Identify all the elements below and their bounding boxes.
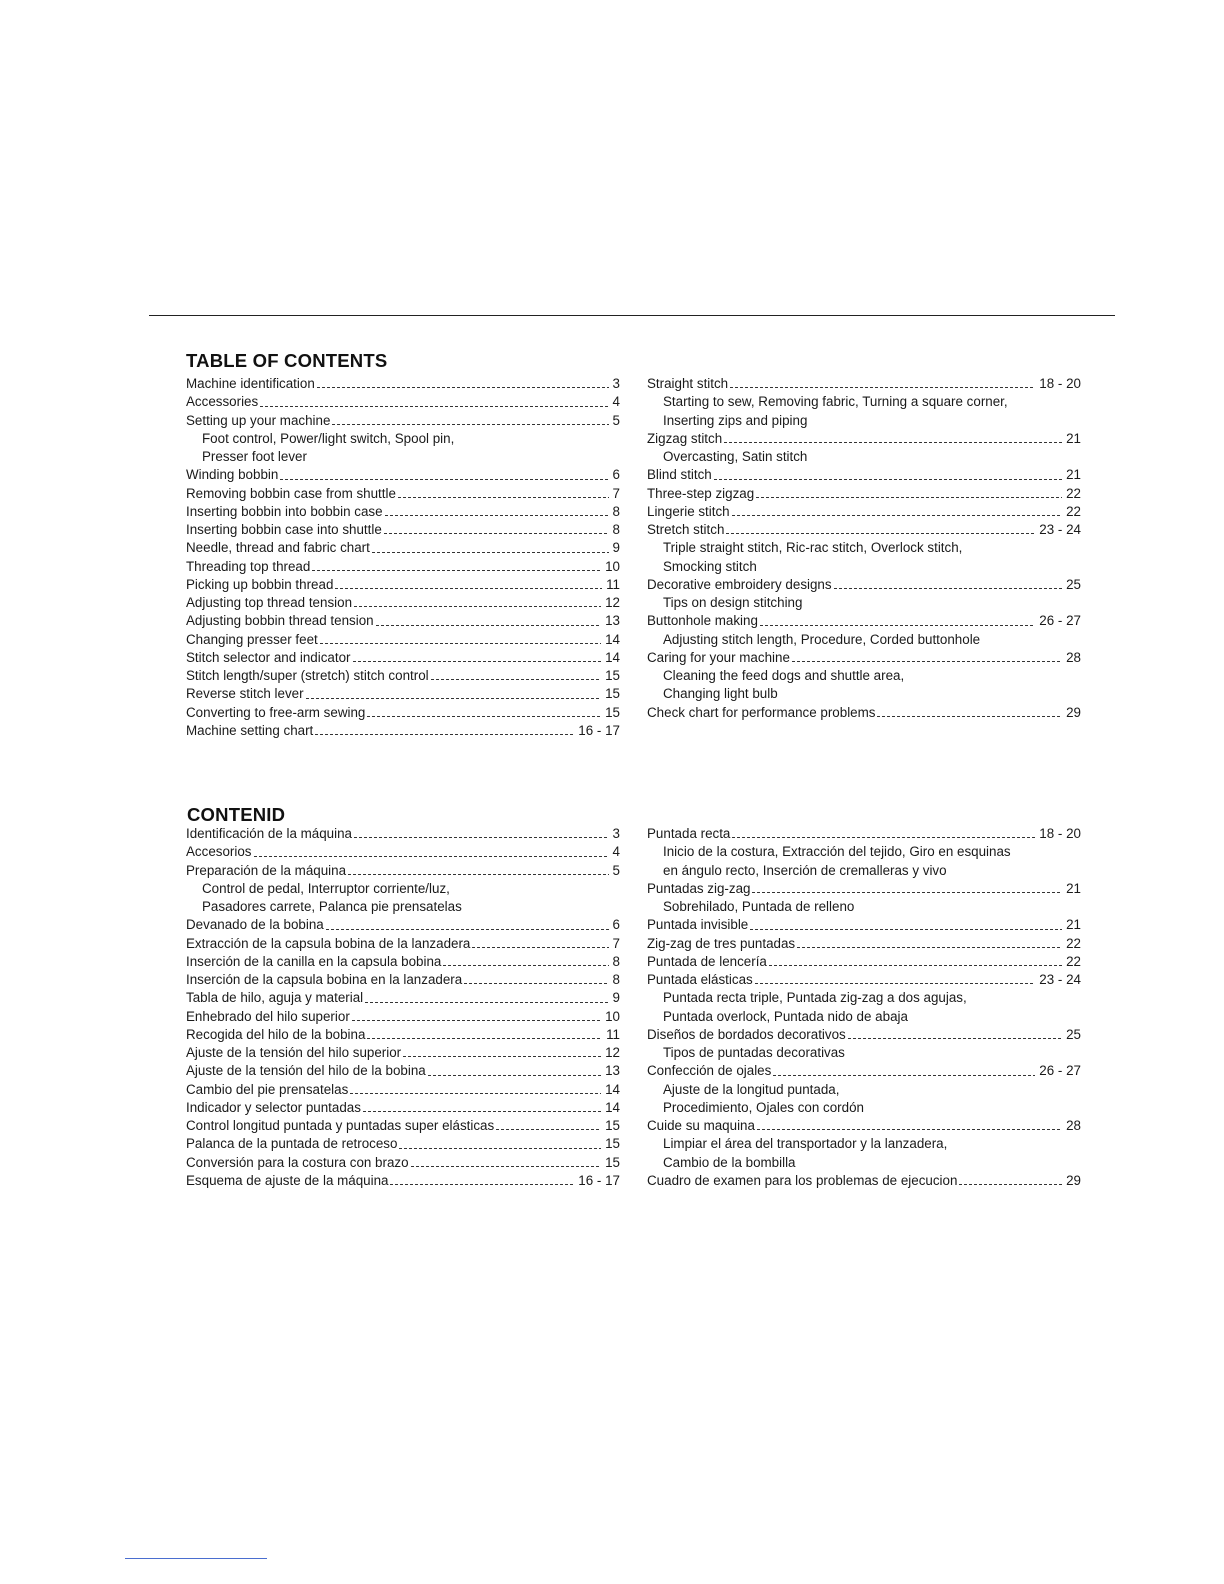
toc-entry (186, 1062, 620, 1080)
toc-dot-leader (756, 497, 1062, 498)
toc-page-number: 25 (1066, 1026, 1081, 1042)
toc-page-number: 10 (605, 558, 620, 574)
toc-page-number: 13 (605, 1063, 620, 1079)
toc-page-number: 22 (1066, 485, 1081, 501)
toc-dot-leader (384, 533, 609, 534)
toc-entry (647, 521, 1081, 539)
toc-entry-title: Adjusting top thread tension (186, 595, 353, 610)
toc-entry-title: Removing bobbin case from shuttle (186, 485, 396, 501)
toc-entry-title: Picking up bobbin thread (186, 576, 334, 592)
toc-page-number: 14 (605, 1081, 620, 1097)
toc-page-number: 6 (612, 917, 620, 933)
toc-page-number: 15 (605, 668, 620, 683)
toc-dot-leader (472, 947, 608, 948)
toc-page-number: 23 - 24 (1039, 972, 1081, 987)
toc-dot-leader (398, 497, 609, 498)
top-horizontal-rule (149, 315, 1115, 316)
toc-entry-title: Puntadas zig-zag (647, 880, 751, 896)
toc-dot-leader (496, 1129, 601, 1130)
toc-dot-leader (363, 1111, 601, 1112)
toc-dot-leader (726, 533, 1035, 534)
toc-entry (186, 1135, 620, 1153)
toc-entry-title: Esquema de ajuste de la máquina (186, 1172, 389, 1188)
toc-dot-leader (312, 570, 601, 571)
bottom-link-underline (125, 1558, 267, 1559)
toc-entry (647, 880, 1081, 898)
toc-dot-leader (760, 625, 1035, 626)
toc-entry-title: Reverse stitch lever (186, 686, 304, 702)
toc-dot-leader (399, 1148, 601, 1149)
toc-entry (186, 935, 620, 953)
toc-page-number: 13 (605, 613, 620, 629)
toc-entry-title: Enhebrado del hilo superior (186, 1008, 350, 1024)
toc-entry (186, 539, 620, 557)
toc-entry-title: Ajuste de la tensión del hilo de la bobina (186, 1063, 426, 1079)
toc-entry-title: Zigzag stitch (647, 430, 723, 446)
toc-entry (186, 1154, 620, 1172)
toc-entry (186, 862, 620, 880)
toc-entry (647, 935, 1081, 953)
toc-entry (647, 825, 1081, 843)
toc-page-number: 4 (612, 844, 620, 860)
toc-page-number: 21 (1066, 880, 1081, 896)
toc-dot-leader (326, 929, 609, 930)
toc-entry-title: Inserting bobbin case into shuttle (186, 522, 382, 537)
toc-page-number: 4 (612, 394, 620, 410)
toc-dot-leader (385, 515, 609, 516)
toc-entry-title: Machine identification (186, 376, 315, 391)
toc-entry-title: Inserting bobbin into bobbin case (186, 503, 383, 519)
toc-dot-leader (769, 965, 1062, 966)
toc-page-number: 28 (1066, 649, 1081, 665)
toc-entry-title: Lingerie stitch (647, 503, 730, 519)
toc-entry (647, 704, 1081, 722)
toc-entry-title: Inserción de la capsula bobina en la lanzadera (186, 972, 463, 987)
toc-dot-leader (757, 1129, 1062, 1130)
toc-entry-title: Machine setting chart (186, 722, 314, 738)
toc-entry (647, 649, 1081, 667)
toc-entry-title: Extracción de la capsula bobina de la lanzadera (186, 935, 471, 951)
toc-entry-title: Preparación de la máquina (186, 862, 347, 878)
toc-entry (647, 971, 1081, 989)
toc-dot-leader (443, 965, 608, 966)
toc-page-number: 7 (612, 485, 620, 501)
toc-entry-title: Stitch length/super (stretch) stitch control (186, 668, 429, 683)
toc-dot-leader (306, 698, 602, 699)
toc-subtopics: Inicio de la costura, Extracción del tejido, Giro en esquinas (663, 844, 1011, 860)
toc-page-number: 8 (612, 503, 620, 519)
toc-page-number: 22 (1066, 935, 1081, 951)
toc-entry (186, 825, 620, 843)
toc-entry-title: Zig-zag de tres puntadas (647, 935, 796, 951)
toc-entry-title: Winding bobbin (186, 467, 279, 483)
toc-page-number: 29 (1066, 704, 1081, 720)
toc-dot-leader (431, 679, 601, 680)
toc-entry (186, 503, 620, 521)
toc-page-number: 15 (605, 704, 620, 720)
toc-dot-leader (797, 947, 1062, 948)
toc-dot-leader (464, 983, 608, 984)
toc-dot-leader (877, 716, 1062, 717)
toc-entry-title: Inserción de la canilla en la capsula bobina (186, 953, 442, 969)
toc-dot-leader (367, 716, 601, 717)
toc-dot-leader (260, 406, 608, 407)
toc-entry-title: Control longitud puntada y puntadas super elásticas (186, 1118, 495, 1133)
toc-page-number: 8 (612, 953, 620, 969)
toc-page-number: 26 - 27 (1039, 613, 1081, 629)
toc-dot-leader (730, 387, 1035, 388)
toc-page-number: 12 (605, 1045, 620, 1060)
toc-entry (647, 466, 1081, 484)
toc-subtopics: Triple straight stitch, Ric-rac stitch, Overlock stitch, (663, 540, 963, 556)
toc-dot-leader (335, 588, 602, 589)
toc-page-number: 14 (605, 631, 620, 647)
toc-english-left-column (186, 375, 620, 740)
toc-entry-title: Threading top thread (186, 558, 311, 574)
toc-page-number: 14 (605, 649, 620, 665)
toc-page-number: 5 (612, 412, 620, 428)
toc-entry-title: Accesorios (186, 844, 252, 860)
toc-subtopics: Sobrehilado, Puntada de relleno (663, 899, 855, 914)
toc-entry (647, 1172, 1081, 1190)
toc-dot-leader (254, 856, 609, 857)
toc-entry (647, 1026, 1081, 1044)
toc-subtopics: Overcasting, Satin stitch (663, 449, 808, 464)
toc-entry (186, 971, 620, 989)
toc-dot-leader (352, 1020, 601, 1021)
toc-page-number: 9 (612, 540, 620, 556)
toc-dot-leader (848, 1038, 1062, 1039)
toc-subtopics: Inserting zips and piping (663, 412, 808, 428)
toc-entry-title: Adjusting bobbin thread tension (186, 613, 374, 629)
toc-entry-title: Palanca de la puntada de retroceso (186, 1136, 398, 1152)
toc-page-number: 8 (612, 972, 620, 987)
toc-entry (186, 375, 620, 393)
toc-entry (186, 722, 620, 740)
toc-subtopics: en ángulo recto, Inserción de cremalleras y vivo (663, 862, 947, 878)
toc-page-number: 10 (605, 1008, 620, 1024)
toc-entry-title: Check chart for performance problems (647, 704, 876, 720)
toc-page-number: 7 (612, 935, 620, 951)
toc-subtopics: Control de pedal, Interruptor corriente/luz, (202, 880, 450, 896)
toc-subtopics: Tipos de puntadas decorativas (663, 1045, 845, 1060)
toc-dot-leader (773, 1075, 1035, 1076)
toc-entry (186, 393, 620, 411)
toc-dot-leader (834, 588, 1063, 589)
toc-dot-leader (354, 606, 601, 607)
toc-entry-title: Confección de ojales (647, 1063, 772, 1079)
toc-entry (186, 704, 620, 722)
toc-page-number: 3 (612, 826, 620, 841)
toc-subtopics: Ajuste de la longitud puntada, (663, 1081, 840, 1097)
toc-subtopics: Adjusting stitch length, Procedure, Corded buttonhole (663, 631, 981, 647)
toc-entry-title: Cuide su maquina (647, 1118, 755, 1133)
toc-page-number: 11 (606, 1026, 620, 1042)
toc-page-number: 8 (612, 522, 620, 537)
toc-dot-leader (750, 929, 1062, 930)
toc-entry-title: Diseños de bordados decorativos (647, 1026, 846, 1042)
toc-english-right-column (647, 375, 1081, 722)
toc-dot-leader (959, 1184, 1062, 1185)
toc-entry (186, 521, 620, 539)
toc-page-number: 16 - 17 (578, 1172, 620, 1188)
toc-page-number: 22 (1066, 953, 1081, 969)
toc-page-number: 21 (1066, 917, 1081, 933)
toc-subtopics: Tips on design stitching (663, 595, 803, 610)
toc-page-number: 15 (605, 686, 620, 702)
toc-spanish-right-column (647, 825, 1081, 1190)
toc-dot-leader (732, 837, 1035, 838)
toc-entry (647, 576, 1081, 594)
toc-page-number: 15 (605, 1136, 620, 1152)
toc-entry (186, 412, 620, 430)
toc-subtopics: Procedimiento, Ojales con cordón (663, 1099, 864, 1115)
toc-entry-title: Decorative embroidery designs (647, 576, 832, 592)
toc-entry-title: Ajuste de la tensión del hilo superior (186, 1045, 402, 1060)
toc-page-number: 15 (605, 1118, 620, 1133)
toc-page-number: 9 (612, 990, 620, 1006)
toc-page-number: 16 - 17 (578, 722, 620, 738)
toc-entry-title: Puntada de lencería (647, 953, 767, 969)
toc-entry (186, 466, 620, 484)
toc-page-number: 21 (1066, 430, 1081, 446)
toc-dot-leader (792, 661, 1062, 662)
toc-subtopics: Presser foot lever (202, 449, 307, 464)
toc-entry-title: Needle, thread and fabric chart (186, 540, 370, 556)
toc-dot-leader (353, 661, 602, 662)
toc-entry (186, 576, 620, 594)
toc-subtopics: Cambio de la bombilla (663, 1154, 796, 1170)
toc-page-number: 18 - 20 (1039, 826, 1081, 841)
toc-page-number: 22 (1066, 503, 1081, 519)
toc-entry (186, 989, 620, 1007)
toc-entry (186, 485, 620, 503)
toc-entry-title: Conversión para la costura con brazo (186, 1154, 409, 1170)
toc-entry-title: Tabla de hilo, aguja y material (186, 990, 364, 1006)
toc-entry-title: Recogida del hilo de la bobina (186, 1026, 366, 1042)
toc-entry-title: Cambio del pie prensatelas (186, 1081, 349, 1097)
toc-dot-leader (332, 424, 608, 425)
toc-dot-leader (714, 479, 1062, 480)
toc-entry-title: Stitch selector and indicator (186, 649, 351, 665)
toc-entry (647, 612, 1081, 630)
toc-entry (647, 953, 1081, 971)
toc-subtopics: Smocking stitch (663, 558, 757, 574)
toc-dot-leader (280, 479, 608, 480)
toc-entry (186, 1099, 620, 1117)
toc-page-number: 25 (1066, 576, 1081, 592)
toc-page-number: 3 (612, 376, 620, 391)
toc-subtopics: Limpiar el área del transportador y la lanzadera, (663, 1136, 948, 1152)
toc-dot-leader (320, 643, 601, 644)
toc-entry-title: Caring for your machine (647, 649, 790, 665)
toc-subtopics: Foot control, Power/light switch, Spool pin, (202, 430, 455, 446)
toc-spanish-left-column (186, 825, 620, 1190)
toc-entry (186, 649, 620, 667)
toc-entry-title: Puntada invisible (647, 917, 749, 933)
toc-entry (186, 843, 620, 861)
toc-entry-title: Buttonhole making (647, 613, 758, 629)
toc-dot-leader (354, 837, 609, 838)
toc-page-number: 29 (1066, 1172, 1081, 1188)
toc-dot-leader (376, 625, 601, 626)
toc-dot-leader (752, 892, 1062, 893)
toc-entry (647, 430, 1081, 448)
toc-entry-title: Puntada recta (647, 826, 731, 841)
toc-entry (186, 612, 620, 630)
toc-entry (186, 1172, 620, 1190)
toc-dot-leader (372, 552, 609, 553)
toc-page-number: 23 - 24 (1039, 522, 1081, 537)
toc-dot-leader (732, 515, 1062, 516)
toc-entry (186, 953, 620, 971)
toc-page-number: 14 (605, 1099, 620, 1115)
toc-entry-title: Indicador y selector puntadas (186, 1099, 361, 1115)
toc-page-number: 26 - 27 (1039, 1063, 1081, 1079)
toc-entry-title: Puntada elásticas (647, 972, 753, 987)
toc-entry-title: Devanado de la bobina (186, 917, 324, 933)
toc-subtopics: Puntada recta triple, Puntada zig-zag a dos agujas, (663, 990, 967, 1006)
toc-page-number: 15 (605, 1154, 620, 1170)
toc-entry-title: Setting up your machine (186, 412, 331, 428)
toc-entry (186, 558, 620, 576)
toc-entry (186, 685, 620, 703)
toc-subtopics: Puntada overlock, Puntada nido de abaja (663, 1008, 908, 1024)
toc-entry (186, 916, 620, 934)
toc-dot-leader (350, 1093, 601, 1094)
toc-subtopics: Cleaning the feed dogs and shuttle area, (663, 668, 905, 683)
toc-entry (186, 1044, 620, 1062)
toc-entry (186, 1081, 620, 1099)
toc-entry (186, 1008, 620, 1026)
toc-entry (186, 594, 620, 612)
contenid-heading: CONTENID (187, 804, 286, 825)
toc-subtopics: Starting to sew, Removing fabric, Turning a square corner, (663, 394, 1008, 410)
toc-dot-leader (317, 387, 609, 388)
toc-entry (647, 375, 1081, 393)
toc-entry (647, 1117, 1081, 1135)
toc-entry-title: Converting to free-arm sewing (186, 704, 366, 720)
toc-entry-title: Cuadro de examen para los problemas de ejecucion (647, 1172, 958, 1188)
toc-dot-leader (755, 983, 1036, 984)
toc-dot-leader (403, 1056, 601, 1057)
toc-dot-leader (724, 442, 1062, 443)
toc-heading: TABLE OF CONTENTS (186, 350, 388, 371)
toc-entry (186, 1026, 620, 1044)
toc-page-number: 5 (612, 862, 620, 878)
toc-entry (186, 1117, 620, 1135)
toc-entry-title: Stretch stitch (647, 522, 725, 537)
toc-dot-leader (348, 874, 608, 875)
toc-page-number: 12 (605, 595, 620, 610)
toc-page-number: 28 (1066, 1118, 1081, 1133)
toc-entry (647, 485, 1081, 503)
toc-entry-title: Straight stitch (647, 376, 729, 391)
toc-entry (186, 667, 620, 685)
toc-entry (647, 1062, 1081, 1080)
toc-entry-title: Accessories (186, 394, 259, 410)
toc-dot-leader (428, 1075, 601, 1076)
toc-subtopics: Pasadores carrete, Palanca pie prensatelas (202, 899, 462, 914)
toc-dot-leader (411, 1166, 602, 1167)
toc-entry-title: Changing presser feet (186, 631, 318, 647)
toc-page-number: 6 (612, 467, 620, 483)
toc-page-number: 11 (606, 576, 620, 592)
toc-page-number: 21 (1066, 467, 1081, 483)
toc-entry-title: Three-step zigzag (647, 485, 755, 501)
toc-entry (647, 503, 1081, 521)
toc-entry-title: Blind stitch (647, 467, 712, 483)
toc-dot-leader (367, 1038, 602, 1039)
toc-dot-leader (390, 1184, 574, 1185)
toc-entry (186, 631, 620, 649)
toc-dot-leader (365, 1002, 608, 1003)
toc-entry-title: Identificación de la máquina (186, 826, 353, 841)
toc-page-number: 18 - 20 (1039, 376, 1081, 391)
toc-entry (647, 916, 1081, 934)
toc-subtopics: Changing light bulb (663, 686, 778, 702)
toc-dot-leader (315, 734, 574, 735)
